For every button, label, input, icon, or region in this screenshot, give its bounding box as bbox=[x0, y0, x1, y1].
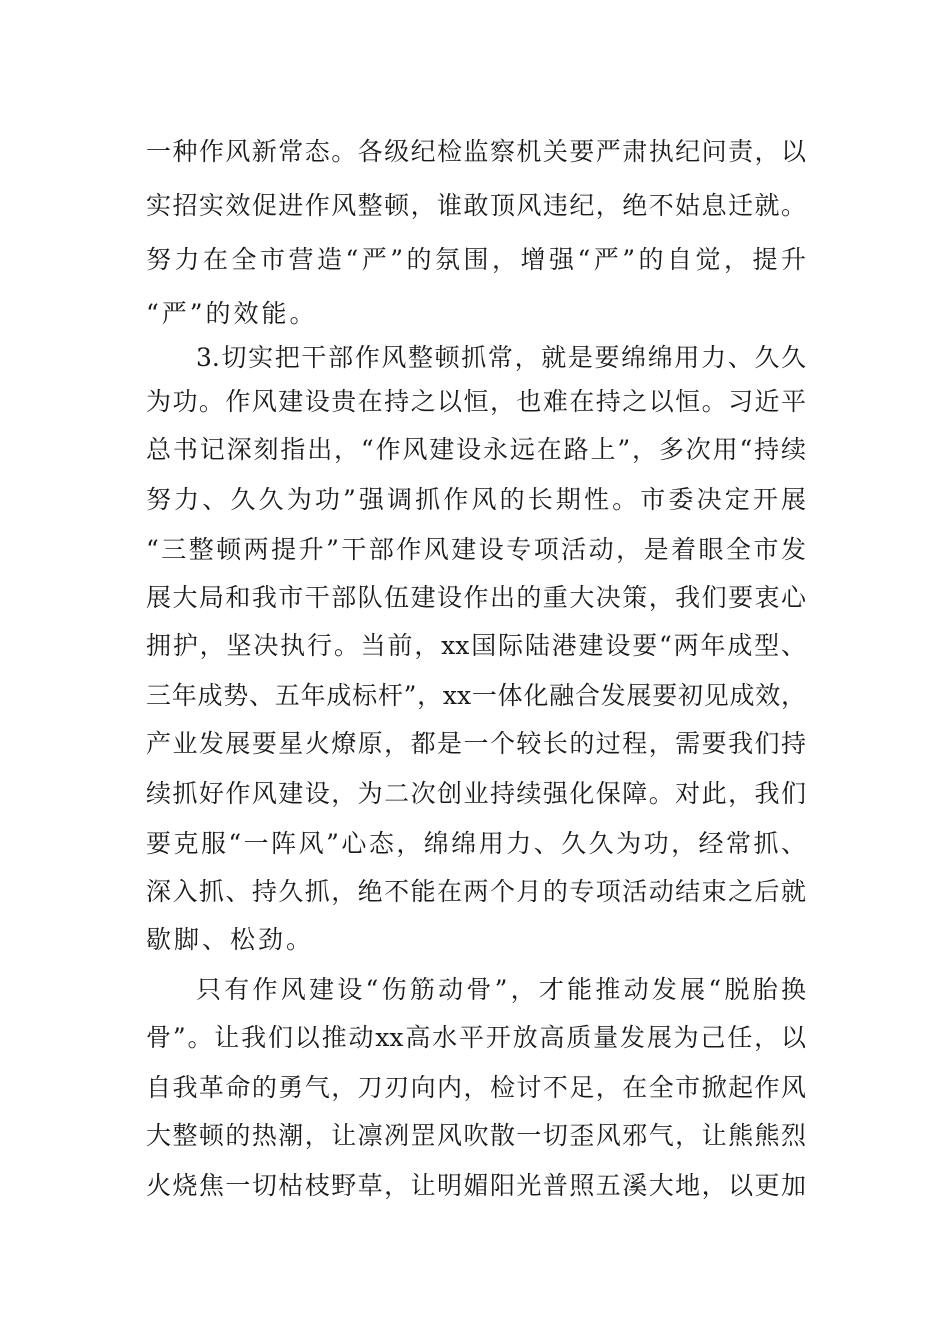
text-line: 产业发展要星火燎原，都是一个较长的过程，需要我们持 bbox=[146, 729, 806, 758]
text-line: “三整顿两提升”干部作风建设专项活动，是着眼全市发 bbox=[146, 535, 806, 564]
text-line: 歇脚、松劲。 bbox=[146, 925, 315, 954]
text-line: 实招实效促进作风整顿，谁敢顶风违纪，绝不姑息迁就。 bbox=[146, 191, 806, 220]
text-line: 火烧焦一切枯枝野草，让明媚阳光普照五溪大地，以更加 bbox=[146, 1171, 806, 1200]
text-line: 骨”。让我们以推动xx高水平开放高质量发展为己任，以 bbox=[146, 1023, 806, 1052]
text-line: 努力在全市营造“严”的氛围，增强“严”的自觉，提升 bbox=[146, 245, 806, 274]
text-line: 自我革命的勇气，刀刃向内，检讨不足，在全市掀起作风 bbox=[146, 1073, 806, 1102]
text-line: 为功。作风建设贵在持之以恒，也难在持之以恒。习近平 bbox=[146, 387, 806, 416]
text-line: 大整顿的热潮，让凛冽罡风吹散一切歪风邪气，让熊熊烈 bbox=[146, 1121, 806, 1150]
text-line: 深入抓、持久抓，绝不能在两个月的专项活动结束之后就 bbox=[146, 877, 806, 906]
text-line: 拥护，坚决执行。当前，xx国际陆港建设要“两年成型、 bbox=[146, 631, 806, 660]
text-line: 展大局和我市干部队伍建设作出的重大决策，我们要衷心 bbox=[146, 583, 806, 612]
text-line: 努力、久久为功”强调抓作风的长期性。市委决定开展 bbox=[146, 485, 806, 514]
paragraph-first-line: 只有作风建设“伤筋动骨”，才能推动发展“脱胎换 bbox=[196, 975, 806, 1004]
text-line: 三年成势、五年成标杆”，xx一体化融合发展要初见成效， bbox=[146, 681, 806, 710]
text-line: “严”的效能。 bbox=[146, 299, 318, 328]
paragraph-first-line: 3.切实把干部作风整顿抓常，就是要绵绵用力、久久 bbox=[196, 343, 806, 372]
text-line: 续抓好作风建设，为二次创业持续强化保障。对此，我们 bbox=[146, 779, 806, 808]
text-line: 要克服“一阵风”心态，绵绵用力、久久为功，经常抓、 bbox=[146, 829, 806, 858]
text-line: 总书记深刻指出，“作风建设永远在路上”，多次用“持续 bbox=[146, 435, 806, 464]
text-line: 一种作风新常态。各级纪检监察机关要严肃执纪问责，以 bbox=[146, 137, 806, 166]
